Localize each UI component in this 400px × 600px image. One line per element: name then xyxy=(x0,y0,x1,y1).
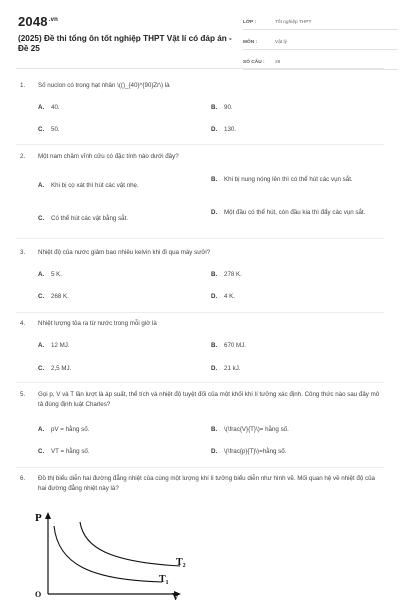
question-separator xyxy=(16,382,384,383)
meta-subject: MÔN : Vật lý xyxy=(243,35,398,50)
isotherm-graph xyxy=(30,508,200,600)
curve-label-t1: T₁ xyxy=(159,574,169,585)
option-2b[interactable]: B. Khi bị nung nóng lên thì có thể hút các vụn sắt. xyxy=(211,176,353,183)
question-text: Số nuclon có trong hạt nhân \(()_{40}^{90}Zr\) là xyxy=(38,82,170,89)
question-separator xyxy=(16,467,384,468)
option-3a[interactable]: A. 5 K. xyxy=(38,271,63,278)
question-number: 2. xyxy=(20,153,26,160)
question-3 xyxy=(20,248,382,258)
option-4a[interactable]: A. 12 MJ. xyxy=(38,342,70,349)
meta-question-count: SỐ CÂU : 28 xyxy=(243,55,398,70)
option-4d[interactable]: D. 21 kJ. xyxy=(211,365,241,372)
question-4 xyxy=(20,319,382,329)
option-1a[interactable]: A. 40. xyxy=(38,104,60,111)
option-5a[interactable]: A. pV = hằng số. xyxy=(38,426,90,433)
y-axis xyxy=(45,512,51,594)
question-number: 3. xyxy=(20,249,26,256)
option-3b[interactable]: B. 278 K. xyxy=(211,271,242,278)
option-2a[interactable]: A. Khi bị cọ xát thì hút các vật nhẹ. xyxy=(38,182,139,189)
option-1b[interactable]: B. 90. xyxy=(211,104,233,111)
option-1c[interactable]: C. 50. xyxy=(38,126,60,133)
exam-meta xyxy=(243,15,398,75)
x-axis-label: V xyxy=(172,592,180,600)
option-5b[interactable]: B. \(\frac{V}{T}\)= hằng số. xyxy=(211,426,289,433)
question-number: 4. xyxy=(20,320,26,327)
question-separator xyxy=(16,238,384,239)
option-4c[interactable]: C. 2,5 MJ. xyxy=(38,365,72,372)
header-divider xyxy=(16,68,384,69)
question-2 xyxy=(20,152,382,162)
site-logo[interactable]: $2048^{.vn}$ xyxy=(18,14,59,29)
question-1 xyxy=(20,81,382,91)
question-number: 6. xyxy=(20,475,26,482)
question-text: Đồ thị biểu diễn hai đường đẳng nhiệt của cùng một lượng khí lí tưởng biểu diễn như hình vẽ. Mối quan hệ về nhiệt độ của hai đường đẳng nhiệt này là? xyxy=(38,475,375,492)
question-6 xyxy=(20,474,382,493)
page-header xyxy=(18,12,384,65)
y-axis-label: P xyxy=(35,512,42,524)
question-text: Nhiệt lượng tỏa ra từ nước trong mỗi giờ là xyxy=(38,320,157,327)
question-5 xyxy=(20,390,382,409)
origin-label: O xyxy=(35,590,42,599)
question-text: Một nam châm vĩnh cửu có đặc tính nào dưới đây? xyxy=(38,153,179,160)
question-separator xyxy=(16,312,384,313)
exam-title: (2025) Đề thi tổng ôn tốt nghiệp THPT Vật lí có đáp án - Đề 25 xyxy=(18,34,232,53)
option-5d[interactable]: D. \(\frac{p}{T}\)=hằng số. xyxy=(211,448,287,455)
question-number: 1. xyxy=(20,82,26,89)
isotherm-curve-t2 xyxy=(80,522,180,566)
question-text: Nhiệt độ của nước giảm bao nhiêu kelvin khi đi qua máy sưởi? xyxy=(38,249,211,256)
option-3d[interactable]: D. 4 K. xyxy=(211,293,236,300)
x-axis xyxy=(48,591,181,597)
option-5c[interactable]: C. VT = hằng số. xyxy=(38,448,90,455)
question-number: 5. xyxy=(20,391,26,398)
option-2d[interactable]: D. Một đầu có thể hút, còn đầu kia thì đẩy các vụn sắt. xyxy=(211,209,366,216)
curve-label-t2: T₂ xyxy=(176,557,186,568)
question-text: Gọi p, V và T lần lượt là áp suất, thể tích và nhiệt độ tuyệt đối của một khối khí lí tưởng xác định. Công thức nào sau đây mô tả đúng định luật Charles? xyxy=(38,391,380,408)
meta-class: LỚP : Tốt nghiệp THPT xyxy=(243,15,398,30)
question-separator xyxy=(16,144,384,145)
option-4b[interactable]: B. 670 MJ. xyxy=(211,342,247,349)
option-1d[interactable]: D. 130. xyxy=(211,126,237,133)
option-2c[interactable]: C. Có thể hút các vật bằng sắt. xyxy=(38,215,129,222)
option-3c[interactable]: C. 268 K. xyxy=(38,293,69,300)
